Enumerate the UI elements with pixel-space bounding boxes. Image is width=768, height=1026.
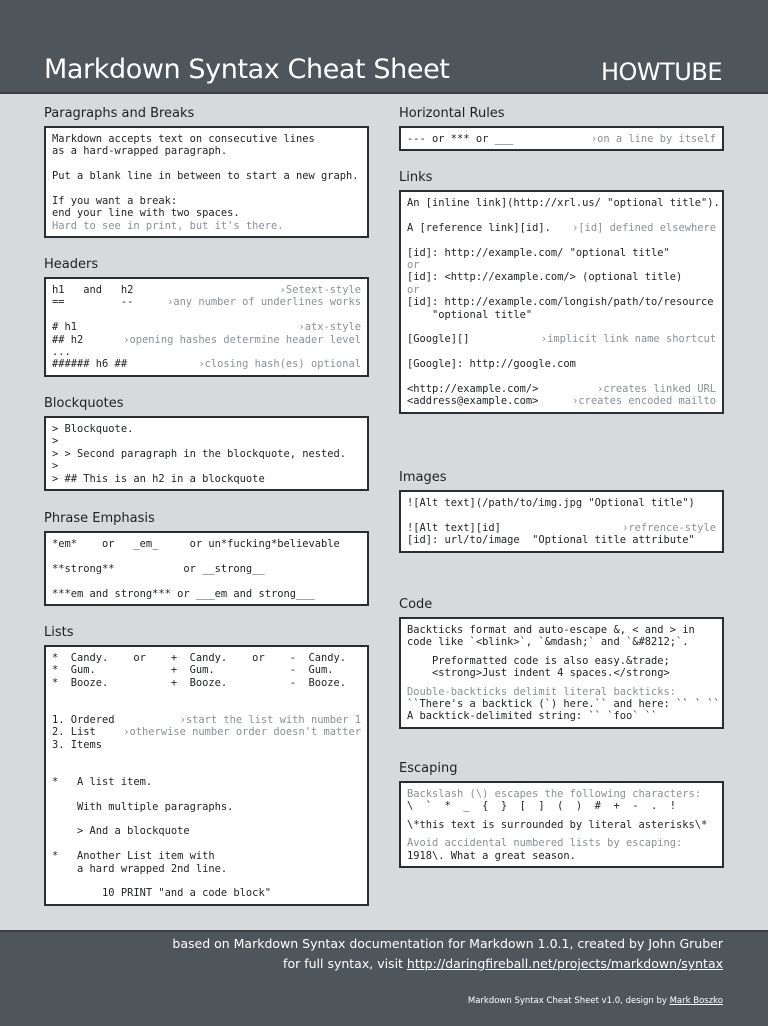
escaping-box [399,781,724,868]
code-line: Backslash (\) escapes the following characters: [407,788,702,800]
escaping-section [399,760,724,868]
code-line: ![Alt text](/path/to/img.jpg "Optional title") [407,497,695,509]
code-text: == -- [52,296,134,309]
code-line: [id]: http://example.com/longish/path/to/resource [407,296,714,309]
code-line: **strong** or __strong__ [52,562,265,575]
code-line: > [52,435,59,448]
code-line: > [52,460,59,473]
code-text: 1. Ordered [52,713,115,726]
code-line [52,321,361,333]
code-line: Backticks format and auto-escape &, < and > in [407,624,695,636]
code-line: as a hard-wrapped paragraph. [52,145,228,158]
code-title: Code [399,597,433,612]
code-line [407,133,716,145]
code-line: > And a blockquote [52,825,190,838]
annotation: ›start the list with number 1 [179,713,361,726]
code-line: or [407,258,420,271]
lists-title: Lists [44,625,74,640]
code-line [407,222,716,234]
code-line: > > Second paragraph in the blockquote, nested. [52,447,347,460]
code-line: ... [52,345,71,358]
blockquotes-section [44,395,369,491]
lists-box [44,645,369,906]
images-box [399,490,724,553]
code-line [52,714,361,726]
blockquotes-box [44,416,369,491]
images-title: Images [399,470,447,485]
code-line: * Candy. or + Candy. or - Candy. [52,652,347,664]
annotation: ›closing hash(es) optional [198,358,361,371]
code-line: "optional title" [407,308,533,321]
code-line: 3. Items [52,738,103,751]
headers-section [44,256,369,377]
paragraphs-section [44,105,369,238]
page-footer [0,930,768,1026]
annotation: ›creates encoded mailto [572,395,716,408]
code-line: or [407,283,420,296]
escaping-title: Escaping [399,761,458,776]
full-syntax-line [283,956,723,971]
code-line: Avoid accidental numbered lists by escaping: [407,837,683,850]
paragraphs-title: Paragraphs and Breaks [44,106,195,121]
code-line: a hard wrapped 2nd line. [52,862,228,875]
code-line: Put a blank line in between to start a new graph. [52,170,359,183]
code-line: With multiple paragraphs. [52,800,234,813]
credit-line: based on Markdown Syntax documentation for Markdown 1.0.1, created by John Gruber [172,936,723,951]
rules-section [399,105,724,151]
emphasis-section [44,510,369,606]
code-text: 2. List [52,726,96,739]
code-line [52,726,361,738]
code-line: code like `<blink>`, `&mdash;` and `&#8212;`. [407,636,689,649]
code-line [52,284,361,296]
code-line: > Blockquote. [52,423,134,435]
code-text: [Google][] [407,333,470,346]
code-line: Double-backticks delimit literal backticks: [407,685,676,698]
designer-link[interactable]: Mark Boszko [669,996,723,1006]
code-line: 1918\. What a great season. [407,849,576,862]
code-line: *em* or _em_ or un*fucking*believable [52,538,340,550]
annotation: ›any number of underlines works [167,296,361,309]
annotation: ›implicit link name shortcut [540,333,716,346]
code-line: An [inline link](http://xrl.us/ "optional title"). [407,197,720,209]
code-line: * Another List item with [52,850,215,863]
code-line [407,395,716,407]
code-line: [id]: <http://example.com/> (optional title) [407,271,683,284]
code-text: ###### h6 ## [52,358,128,371]
code-line [407,522,716,534]
code-line: * Booze. + Booze. - Booze. [52,676,347,689]
code-line: Markdown accepts text on consecutive lines [52,133,315,145]
blockquotes-title: Blockquotes [44,396,124,411]
code-line [407,383,716,395]
code-text: <address@example.com> [407,395,539,408]
annotation: ›refrence-style [622,521,716,534]
code-line: \*this text is surrounded by literal asterisks\* [407,818,708,831]
code-line: If you want a break: [52,194,178,207]
code-line: * A list item. [52,775,153,788]
code-text: <http://example.com/> [407,382,539,395]
images-section [399,469,724,553]
code-line [407,333,716,345]
code-line: [id]: http://example.com/ "optional title" [407,246,670,259]
code-line: A backtick-delimited string: `` `foo` `` [407,710,658,723]
code-line: [Google]: http://google.com [407,358,576,371]
credit-text: for full syntax, visit [283,956,407,971]
code-line: end your line with two spaces. [52,207,240,220]
code-section [399,596,724,729]
code-line [52,358,361,370]
emphasis-title: Phrase Emphasis [44,511,155,526]
links-title: Links [399,170,433,185]
code-text: --- or *** or ___ [407,133,514,145]
code-line [52,296,361,308]
code-line: ``There's a backtick (`) here.`` and here: `` ` `` [407,697,720,710]
annotation: ›opening hashes determine header level [123,333,361,346]
rules-box [399,126,724,151]
code-box [399,617,724,729]
page-header [0,0,768,94]
code-line: * Gum. + Gum. - Gum. [52,664,334,677]
lists-section [44,624,369,906]
code-line: ***em and strong*** or ___em and strong___ [52,587,315,600]
code-text: h1 and h2 [52,284,134,296]
code-text: ![Alt text][id] [407,521,501,534]
code-line [52,334,361,346]
emphasis-box [44,531,369,606]
code-line: [id]: url/to/image "Optional title attribute" [407,534,695,547]
code-text: A [reference link][id]. [407,221,551,234]
brand-logo: HOWTUBE [600,58,722,86]
code-line: 10 PRINT "and a code block" [52,887,271,900]
annotation: ›creates linked URL [597,382,716,395]
code-line: \ ` * _ { } [ ] ( ) # + - . ! [407,800,676,813]
design-credit [468,996,723,1006]
rules-title: Horizontal Rules [399,106,505,121]
annotation: ›otherwise number order doesn't matter [123,726,361,739]
annotation: ›on a line by itself [590,133,716,145]
code-line: Hard to see in print, but it's there. [52,219,284,232]
code-line: > ## This is an h2 in a blockquote [52,472,265,485]
code-text: ## h2 [52,333,84,346]
headers-title: Headers [44,257,99,272]
links-box [399,190,724,414]
links-section [399,169,724,414]
annotation: ›Setext-style [279,284,361,296]
code-line: <strong>Just indent 4 spaces.</strong> [407,667,670,680]
code-text: # h1 [52,321,78,334]
credit-text: Markdown Syntax Cheat Sheet v1.0, design by [467,996,670,1006]
paragraphs-box [44,126,369,238]
annotation: ›[id] defined elsewhere [572,221,716,234]
page-title: Markdown Syntax Cheat Sheet [44,54,450,85]
code-line: Preformatted code is also easy.&trade; [407,654,670,667]
syntax-link[interactable]: http://daringfireball.net/projects/markdown/syntax [406,956,723,971]
annotation: ›atx-style [298,321,361,334]
headers-box [44,277,369,377]
